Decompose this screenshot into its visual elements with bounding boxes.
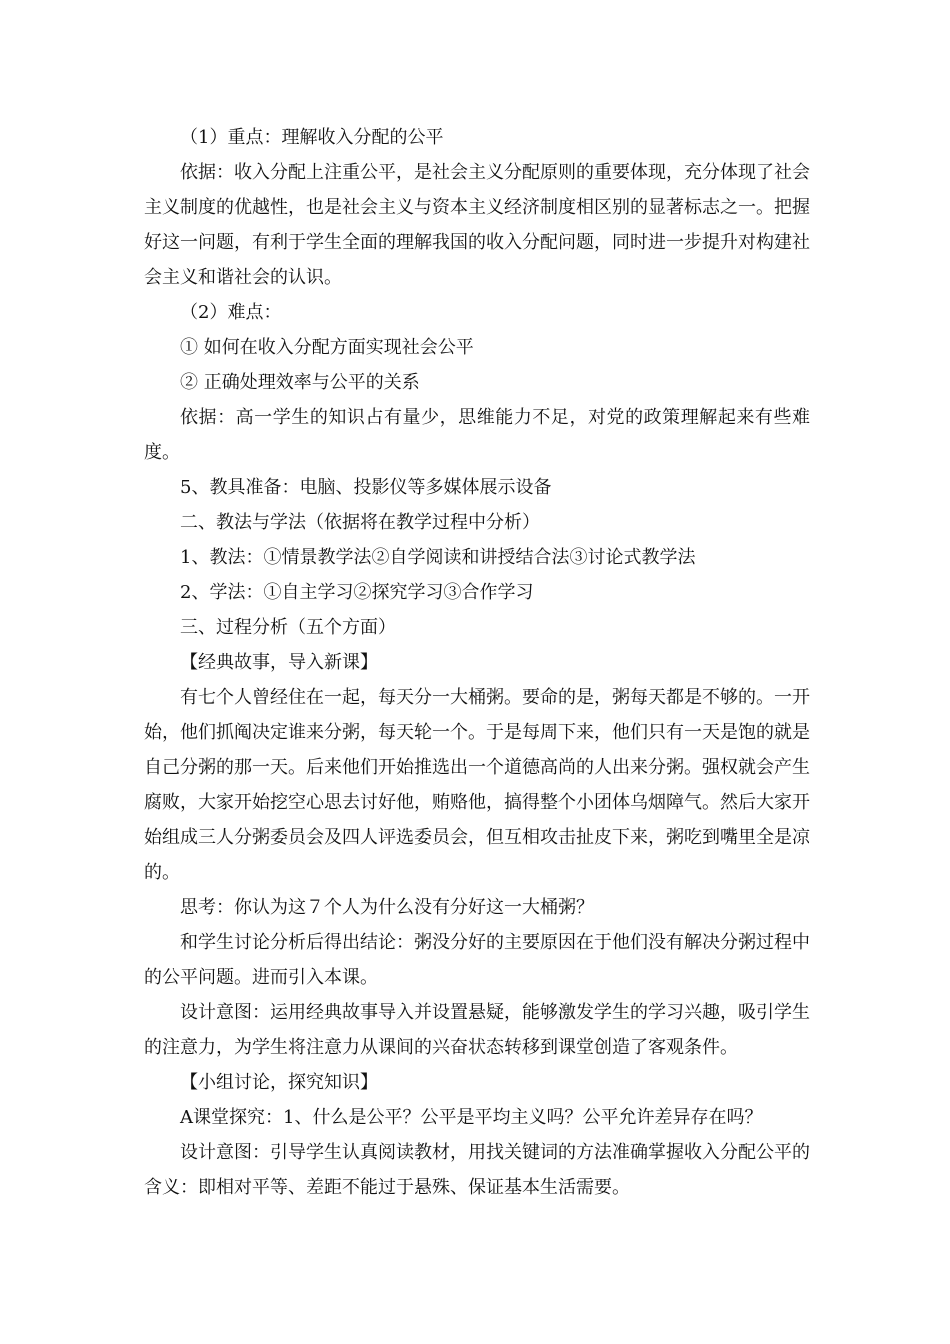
section-methods-heading: 二、教法与学法（依据将在教学过程中分析）	[180, 512, 540, 533]
story-intro-heading: 【经典故事，导入新课】	[180, 652, 378, 673]
difficulty-basis: 依据：高一学生的知识占有量少，思维能力不足，对党的政策理解起来有些难度。	[144, 407, 810, 463]
teaching-aids: 5、教具准备：电脑、投影仪等多媒体展示设备	[180, 477, 552, 498]
key-point-basis: 依据：收入分配上注重公平，是社会主义分配原则的重要体现，充分体现了社会主义制度的优越性，也是社会主义与资本主义经济制度相区别的显著标志之一。把握好这一问题，有利于学生全面的理解我国的收入分配问题，同时进一步提升对构建社会主义和谐社会的认识。	[144, 162, 810, 288]
teaching-method: 1、教法：①情景教学法②自学阅读和讲授结合法③讨论式教学法	[180, 547, 696, 568]
document-body	[144, 120, 810, 1205]
difficulty-heading: （2）难点：	[180, 302, 282, 323]
story-paragraph: 有七个人曾经住在一起，每天分一大桶粥。要命的是，粥每天都是不够的。一开始，他们抓阄决定谁来分粥，每天轮一个。于是每周下来，他们只有一天是饱的就是自己分粥的那一天。后来他们开始推选出一个道德高尚的人出来分粥。强权就会产生腐败，大家开始挖空心思去讨好他，贿赂他，搞得整个小团体乌烟障气。然后大家开始组成三人分粥委员会及四人评选委员会，但互相攻击扯皮下来，粥吃到嘴里全是凉的。	[144, 687, 810, 883]
group-discussion-heading: 【小组讨论，探究知识】	[180, 1072, 378, 1093]
discussion-conclusion: 和学生讨论分析后得出结论：粥没分好的主要原因在于他们没有解决分粥过程中的公平问题。进而引入本课。	[144, 932, 810, 988]
think-question: 思考：你认为这７个人为什么没有分好这一大桶粥？	[180, 897, 594, 918]
design-intent-2: 设计意图：引导学生认真阅读教材，用找关键词的方法准确掌握收入分配公平的含义：即相对平等、差距不能过于悬殊、保证基本生活需要。	[144, 1142, 810, 1198]
difficulty-item-2: ② 正确处理效率与公平的关系	[180, 372, 420, 393]
section-process-heading: 三、过程分析（五个方面）	[180, 617, 396, 638]
difficulty-item-1: ① 如何在收入分配方面实现社会公平	[180, 337, 474, 358]
learning-method: 2、学法：①自主学习②探究学习③合作学习	[180, 582, 534, 603]
design-intent-1: 设计意图：运用经典故事导入并设置悬疑，能够激发学生的学习兴趣，吸引学生的注意力，为学生将注意力从课间的兴奋状态转移到课堂创造了客观条件。	[144, 1002, 810, 1058]
classroom-inquiry: A课堂探究：1、什么是公平？公平是平均主义吗？公平允许差异存在吗？	[180, 1107, 763, 1128]
key-point-heading: （1）重点：理解收入分配的公平	[180, 127, 444, 148]
